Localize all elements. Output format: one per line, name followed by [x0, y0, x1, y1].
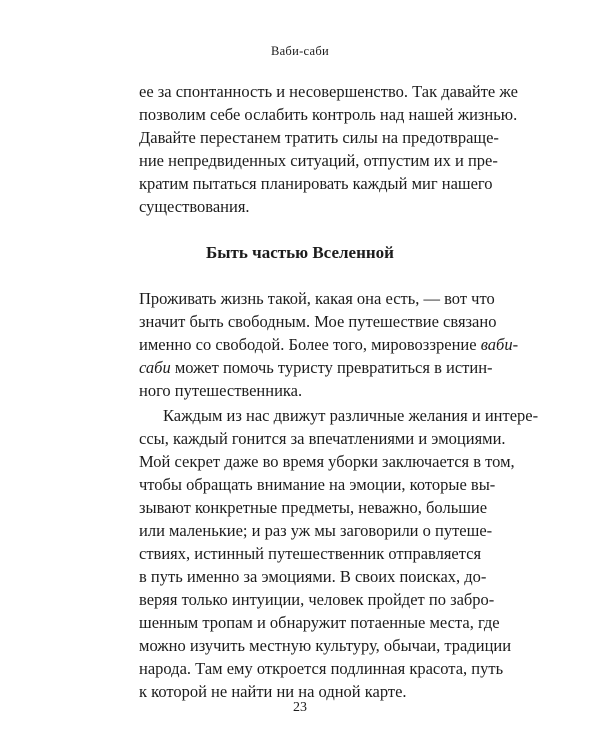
- text-line: в путь именно за эмоциями. В своих поисках, до-: [139, 567, 487, 586]
- text-line: значит быть свободным. Мое путешествие связано: [139, 312, 497, 331]
- text-line: народа. Там ему откроется подлинная красота, путь: [139, 659, 504, 678]
- italic-term: ваби-: [480, 335, 519, 354]
- text-line: кратим пытаться планировать каждый миг нашего: [139, 174, 493, 193]
- text-line: чтобы обращать внимание на эмоции, которые вы-: [139, 475, 496, 494]
- text-line: ее за спонтанность и несовершенство. Так давайте же: [139, 82, 518, 101]
- text-line: Давайте перестанем тратить силы на предотвраще-: [139, 128, 499, 147]
- text-line: или маленькие; и раз уж мы заговорили о путеше-: [139, 521, 493, 540]
- text-line: зывают конкретные предметы, неважно, большие: [139, 498, 488, 517]
- text-span: может помочь туристу превратиться в истин-: [170, 358, 493, 377]
- text-line: можно изучить местную культуру, обычаи, традиции: [139, 636, 512, 655]
- text-line-with-italic: [139, 333, 519, 356]
- text-line-with-italic: [139, 356, 493, 379]
- text-line: ствиях, истинный путешественник отправляется: [139, 544, 482, 563]
- text-line: существования.: [139, 197, 250, 216]
- text-line: ние непредвиденных ситуаций, отпустим их и пре-: [139, 151, 498, 170]
- italic-term: саби: [139, 358, 171, 377]
- text-line: Мой секрет даже во время уборки заключается в том,: [139, 452, 515, 471]
- text-line: ссы, каждый гонится за впечатлениями и эмоциями.: [139, 429, 506, 448]
- section-heading: Быть частью Вселенной: [206, 243, 394, 262]
- text-line: ного путешественника.: [139, 381, 303, 400]
- text-line: к которой не найти ни на одной карте.: [139, 682, 407, 701]
- text-line: Проживать жизнь такой, какая она есть, — вот что: [139, 289, 495, 308]
- text-line: позволим себе ослабить контроль над нашей жизнью.: [139, 105, 518, 124]
- text-line: Каждым из нас движут различные желания и интере-: [163, 406, 539, 425]
- text-span: именно со свободой. Более того, мировоззрение: [139, 335, 481, 354]
- running-head: Ваби-саби: [270, 44, 330, 58]
- page-number: 23: [293, 700, 307, 715]
- text-line: веряя только интуиции, человек пройдет по забро-: [139, 590, 495, 609]
- text-line: шенным тропам и обнаружит потаенные места, где: [139, 613, 500, 632]
